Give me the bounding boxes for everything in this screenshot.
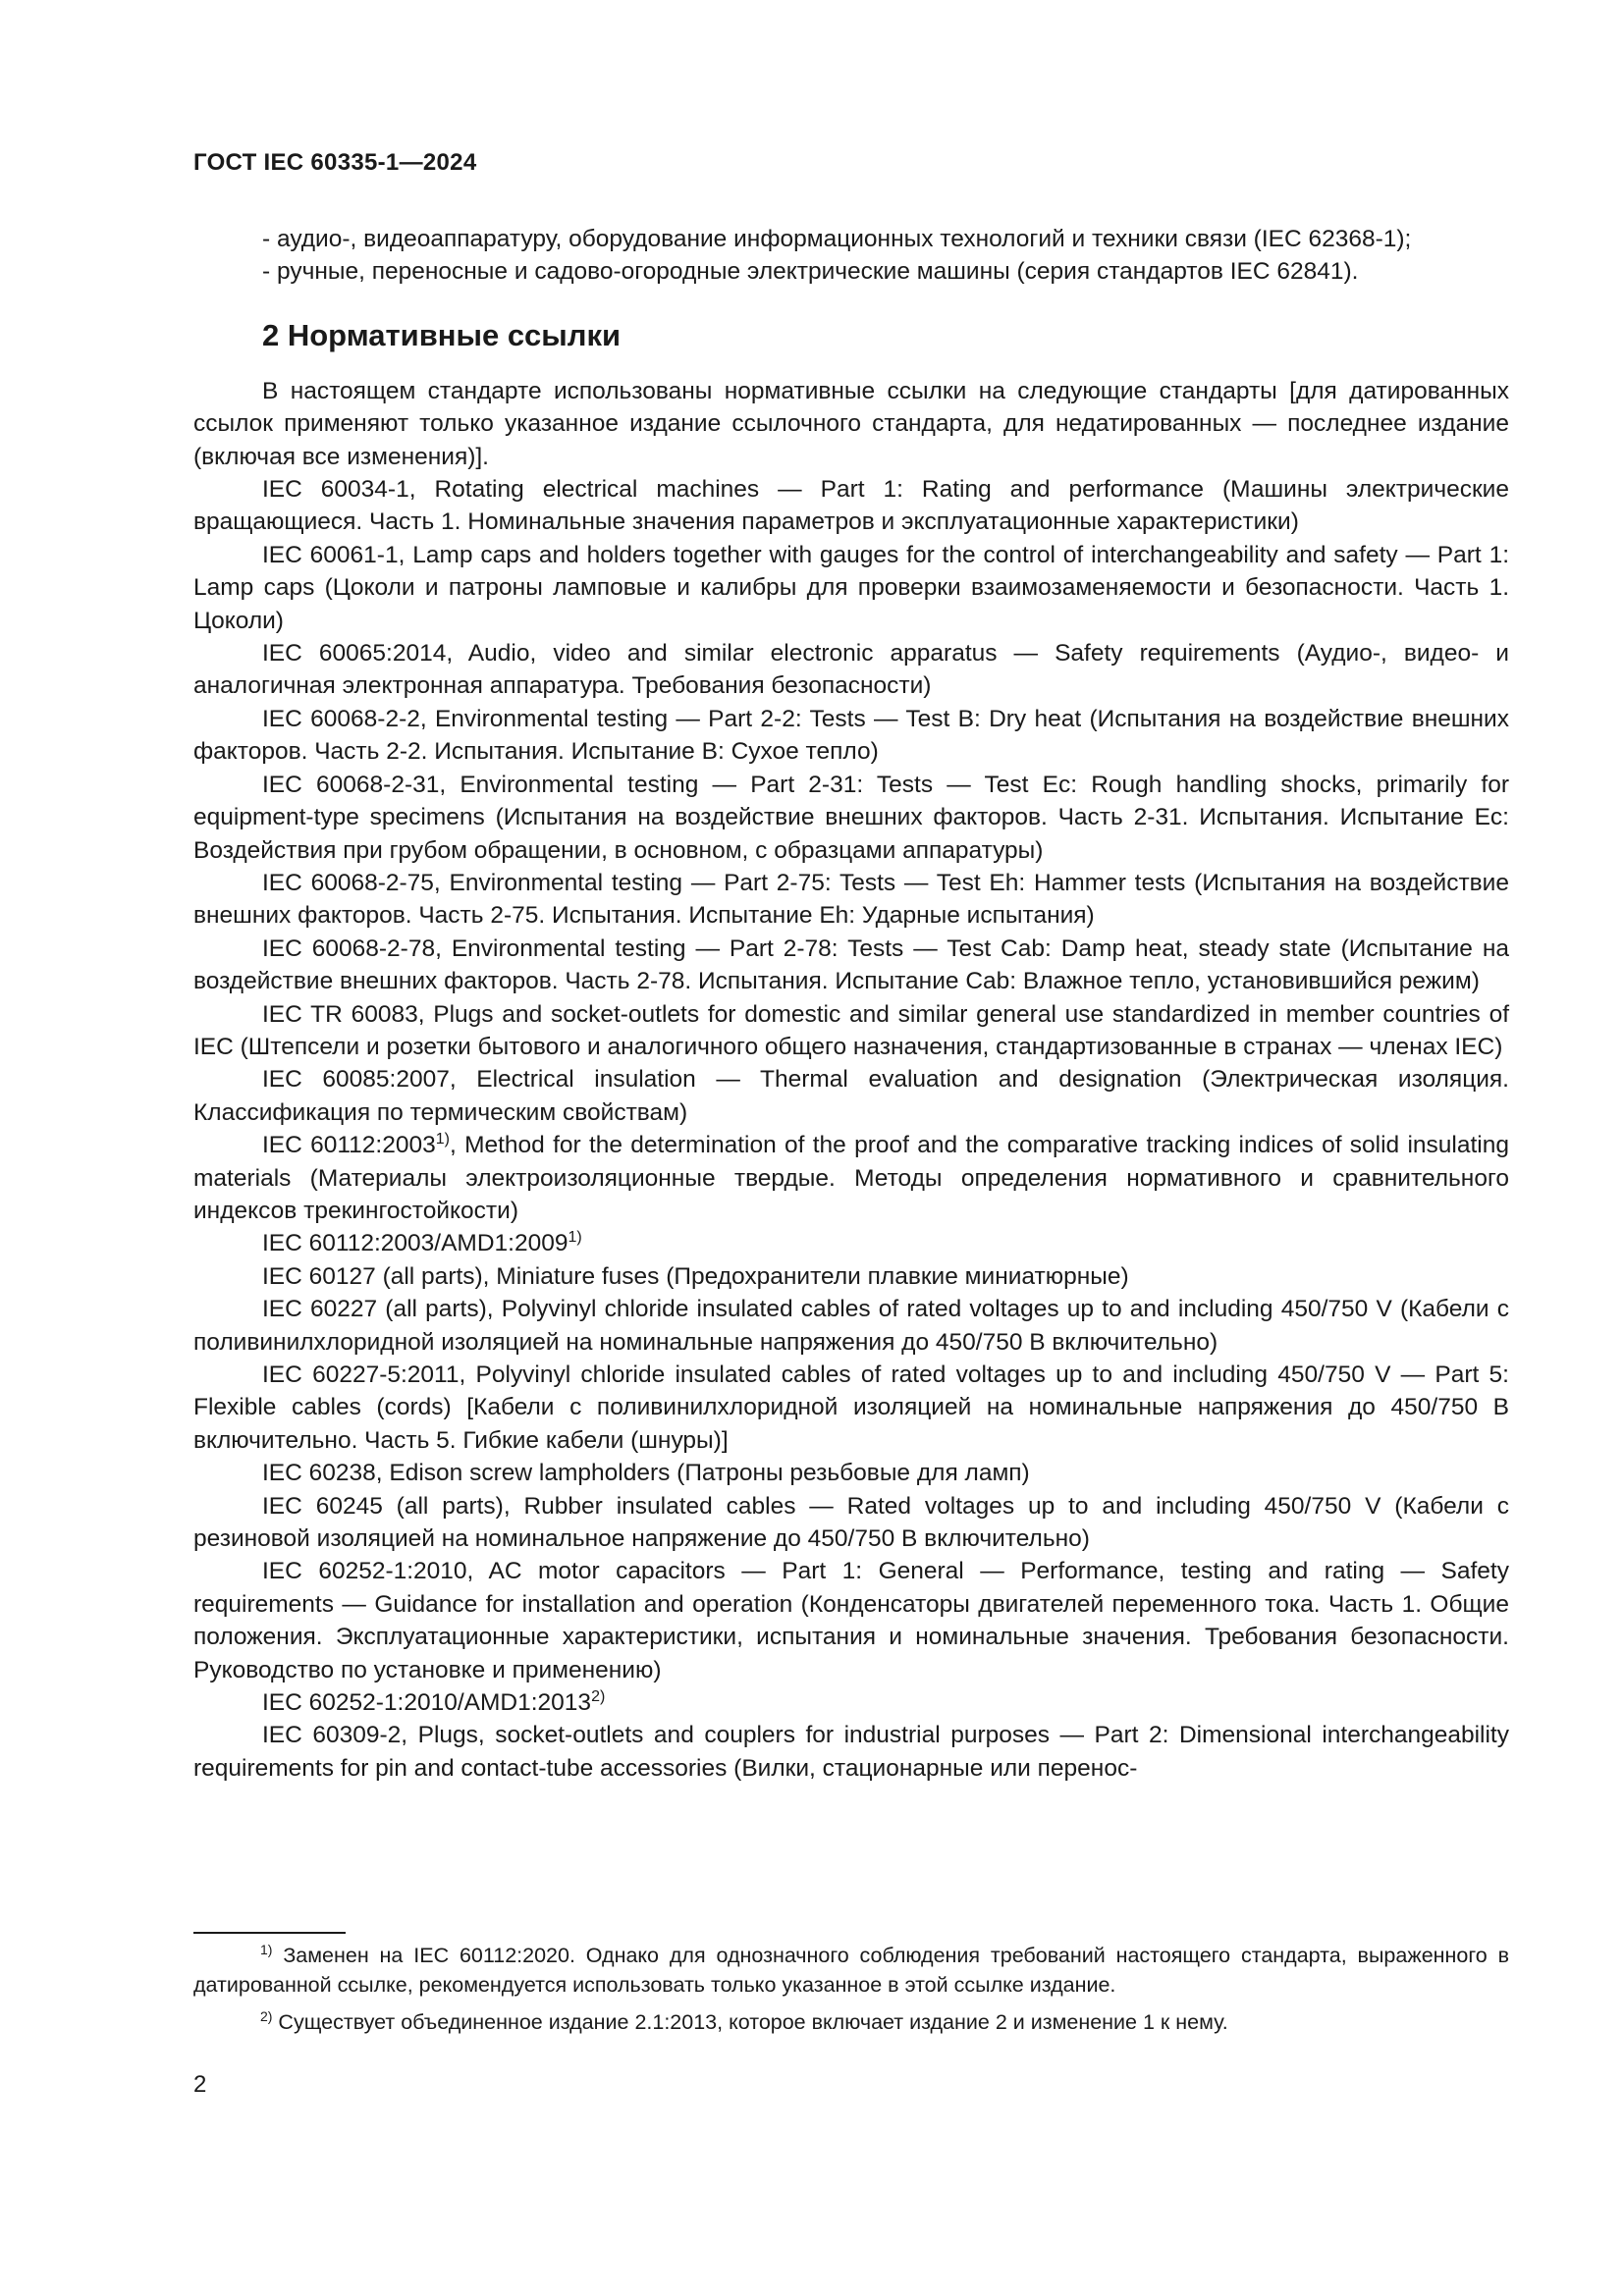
- footnote-mark: 2): [260, 2007, 273, 2024]
- section-title: 2 Нормативные ссылки: [262, 317, 622, 352]
- reference-paragraph: IEC 60309-2, Plugs, socket-outlets and couplers for industrial purposes — Part 2: Dimensional interchangeability requirements for pin and contact-tube accessories (Вилки, стационарные или перенос-: [193, 1722, 1509, 1782]
- reference-paragraph: IEC 60227-5:2011, Polyvinyl chloride insulated cables of rated voltages up to and including 450/750 V — Part 5: Flexible cables (cords) [Кабели с поливинилхлоридной изоляцией на номинальные напряжения до 450/750 В включительно. Часть 5. Гибкие кабели (шнуры)]: [193, 1362, 1509, 1454]
- reference-paragraph: IEC TR 60083, Plugs and socket-outlets for domestic and similar general use standardized in member countries of IEC (Штепсели и розетки бытового и аналогичного общего назначения, стандартизованные в странах — членах IEC): [193, 1000, 1509, 1060]
- reference-paragraph: IEC 60238, Edison screw lampholders (Патроны резьбовые для ламп): [262, 1460, 1030, 1487]
- reference-paragraph: IEC 60227 (all parts), Polyvinyl chloride insulated cables of rated voltages up to and including 450/750 V (Кабели с поливинилхлоридной изоляцией на номинальные напряжения до 450/750 В включительно): [193, 1296, 1509, 1356]
- intro-item: - аудио-, видеоаппаратуру, оборудование информационных технологий и техники связи (IEC 62368-1);: [262, 226, 1412, 252]
- reference-paragraph: IEC 60127 (all parts), Miniature fuses (Предохранители плавкие миниатюрные): [262, 1262, 1129, 1290]
- page-number: 2: [193, 2071, 207, 2098]
- footnote-mark: 1): [260, 1941, 273, 1957]
- document-header: ГОСТ IEC 60335-1—2024: [193, 149, 477, 176]
- reference-paragraph: IEC 60085:2007, Electrical insulation — Thermal evaluation and designation (Электрическая изоляция. Классификация по термическим свойствам): [193, 1066, 1509, 1126]
- reference-paragraph: IEC 60068-2-78, Environmental testing — Part 2-78: Tests — Test Cab: Damp heat, steady state (Испытание на воздействие внешних факторов. Часть 2-78. Испытания. Испытание Cab: Влажное тепло, установившийся режим): [193, 934, 1509, 995]
- footnotes: [193, 1941, 1509, 2045]
- footnote: $^{2)}$ Существует объединенное издание 2.1:2013, которое включает издание 2 и изменение 1 к нему.: [260, 2007, 1228, 2034]
- reference-paragraph: IEC 60112:2003/AMD1:2009$^{1)}$: [262, 1229, 582, 1257]
- reference-paragraph: IEC 60068-2-2, Environmental testing — Part 2-2: Tests — Test B: Dry heat (Испытания на воздействие внешних факторов. Часть 2-2. Испытания. Испытание B: Сухое тепло): [193, 705, 1509, 766]
- footnote-mark: 2): [591, 1687, 606, 1705]
- footnote-mark: 1): [435, 1131, 450, 1148]
- reference-paragraph: IEC 60068-2-75, Environmental testing — Part 2-75: Tests — Test Eh: Hammer tests (Испытания на воздействие внешних факторов. Часть 2-75. Испытания. Испытание Eh: Ударные испытания): [193, 869, 1509, 930]
- reference-paragraph: В настоящем стандарте использованы нормативные ссылки на следующие стандарты [для датированных ссылок применяют только указанное издание ссылочного стандарта, для недатированных — последнее издание (включая все изменения)].: [193, 377, 1509, 470]
- reference-paragraph: IEC 60252-1:2010/AMD1:2013$^{2)}$: [262, 1687, 606, 1717]
- footnote: $^{1)}$ Заменен на IEC 60112:2020. Однако для однозначного соблюдения требований настоящего стандарта, выраженного в датированной ссылке, рекомендуется использовать только указанное в этой ссылке издание.: [193, 1941, 1509, 1997]
- reference-paragraph: IEC 60252-1:2010, AC motor capacitors — Part 1: General — Performance, testing and rating — Safety requirements — Guidance for installation and operation (Конденсаторы двигателей переменного тока. Часть 1. Общие положения. Эксплуатационные характеристики, испытания и номинальные значения. Требования безопасности. Руководство по установке и применению): [193, 1558, 1509, 1683]
- reference-paragraph: IEC 60068-2-31, Environmental testing — Part 2-31: Tests — Test Ec: Rough handling shocks, primarily for equipment-type specimens (Испытания на воздействие внешних факторов. Часть 2-31. Испытания. Испытание Ec: Воздействия при грубом обращении, в основном, с образцами аппаратуры): [193, 771, 1509, 864]
- intro-item: - ручные, переносные и садово-огородные электрические машины (серия стандартов IEC 62841).: [262, 258, 1359, 286]
- reference-paragraph: IEC 60034-1, Rotating electrical machines — Part 1: Rating and performance (Машины электрические вращающиеся. Часть 1. Номинальные значения параметров и эксплуатационные характеристики): [193, 476, 1509, 536]
- reference-paragraph: IEC 60065:2014, Audio, video and similar electronic apparatus — Safety requirements (Аудио-, видео- и аналогичная электронная аппаратура. Требования безопасности): [193, 640, 1509, 700]
- reference-paragraph: IEC 60061-1, Lamp caps and holders together with gauges for the control of interchangeability and safety — Part 1: Lamp caps (Цоколи и патроны ламповые и калибры для проверки взаимозаменяемости и безопасности. Часть 1. Цоколи): [193, 541, 1509, 634]
- footnote-divider: [193, 1932, 346, 1934]
- reference-paragraph: IEC 60112:2003$^{1)}$, Method for the determination of the proof and the comparative tracking indices of solid insulating materials (Материалы электроизоляционные твердые. Методы определения нормативного и сравнительного индексов трекингостойкости): [193, 1131, 1509, 1224]
- page-content: [193, 223, 1509, 1785]
- reference-paragraph: IEC 60245 (all parts), Rubber insulated cables — Rated voltages up to and including 450/750 V (Кабели с резиновой изоляцией на номинальное напряжение до 450/750 В включительно): [193, 1492, 1509, 1553]
- footnote-mark: 1): [568, 1229, 582, 1247]
